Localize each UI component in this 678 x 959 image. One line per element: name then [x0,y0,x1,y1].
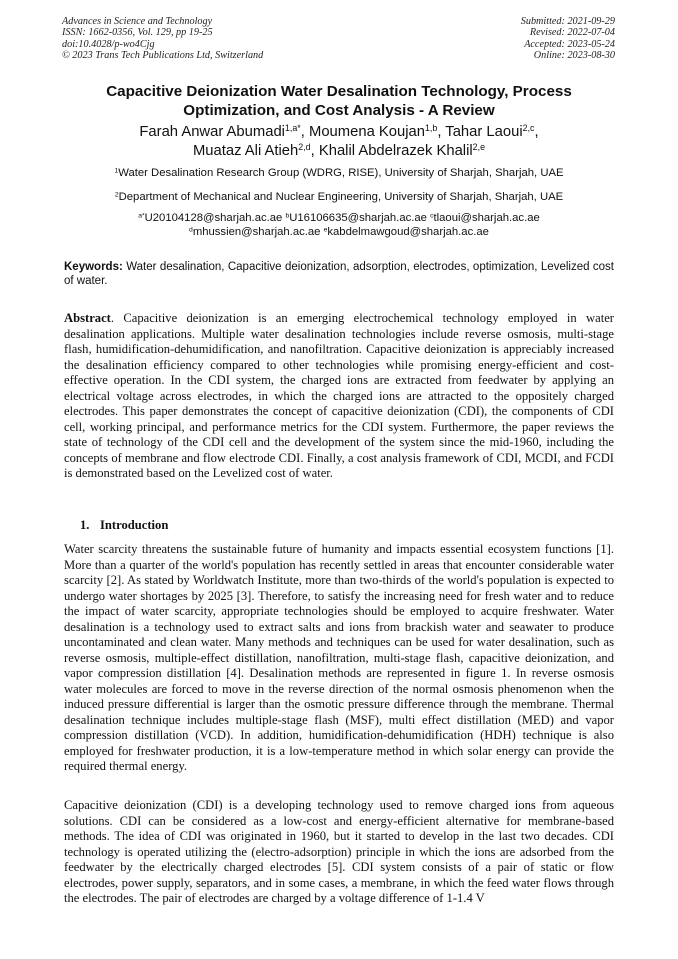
keywords-text: Water desalination, Capacitive deionization, adsorption, electrodes, optimization, Levelized cost of water. [64,261,614,287]
author: Moumena Koujan$^{1,b}$, [309,123,446,140]
author-emails [62,211,616,239]
date-online: Online: 2023-08-30 [533,49,615,61]
journal-name: Advances in Science and Technology [62,16,213,27]
abstract-label: Abstract [64,311,111,325]
affiliation-2: $^2$Department of Mechanical and Nuclear Engineering, University of Sharjah, Sharjah, UAE [114,191,564,203]
email-link[interactable]: $^e$kabdelmawgoud@sharjah.ac.ae [323,226,489,238]
paper-title: Capacitive Deionization Water Desalination Technology, Process Optimization, and Cost Analysis - A Review [106,83,572,119]
keywords [64,260,614,288]
publication-dates [521,16,615,61]
author-list [62,123,616,161]
author: Farah Anwar Abumadi$^{1,a*}$, [139,123,309,140]
date-submitted: Submitted: 2021-09-29 [520,16,615,27]
abstract-text: . Capacitive deionization is an emerging electrochemical technology employed in water desalination applications. Multiple water desalination technologies include reverse osmosis, multi-stage flash, humidification-dehumidification, and nanofiltration. Capacitive deionization is appreciably increased the desalination efficiency compared to other technologies while promising energy-efficient and cost-effective operation. In the CDI system, the charged ions are extracted from feedwater by applying an electrical voltage across electrodes, in which the charged ions are attracted to the oppositely charged electrodes. This paper demonstrates the concept of capacitive deionization (CDI), the components of CDI cell, working principal, and performance metrics for the CDI system. Furthermore, the paper reviews the state of technology of the CDI cell and the development of the system since the mid-1960, including the concepts of membrane and flow electrode CDI. Finally, a cost analysis framework of CDI, MCDI, and FCDI is demonstrated based on the Levelized cost of water. [64,311,614,480]
journal-doi: doi:10.4028/p-wo4Cjg [62,38,155,50]
journal-issn: ISSN: 1662-0356, Vol. 129, pp 19-25 [62,27,213,39]
author: Muataz Ali Atieh$^{2,d}$, [192,142,319,159]
date-accepted: Accepted: 2023-05-24 [524,38,615,50]
affiliation-1: $^1$Water Desalination Research Group (WDRG, RISE), University of Sharjah, Sharjah, UAE [114,167,564,179]
body-paragraph: Capacitive deionization (CDI) is a developing technology used to remove charged ions from aqueous solutions. CDI can be considered as a low-cost and energy-efficient alternative for membrane-based methods. The idea of CDI was originated in 1960, but it started to develop in the last two decades. CDI technology is operated utilizing the (electro-adsorption) principle in which the ions are adsorbed from the feedwater by the electrically charged electrodes [5]. CDI system consists of a pair of static or flow electrodes, power supply, separators, and in some cases, a membrane, in which the feed water flows through the electrodes. The pair of electrodes are charged by a voltage difference of 1-1.4 V [64,798,614,905]
email-link[interactable]: $^d$mhussien@sharjah.ac.ae [189,226,321,238]
date-revised: Revised: 2022-07-04 [529,27,615,39]
section-number: 1. [80,518,90,532]
email-link[interactable]: $^{a*}$U20104128@sharjah.ac.ae [138,212,283,224]
section-heading-introduction [80,518,168,533]
body-paragraph: Water scarcity threatens the sustainable future of humanity and impacts essential ecosystem functions [1]. More than a quarter of the world's population has recently settled in areas that encounter considerable water scarcity [2]. As stated by Worldwatch Institute, more than two-thirds of the world's population is expected to undergo water shortages by 2025 [3]. Therefore, to satisfy the increasing need for fresh water and to reduce the impact of water scarcity, appropriate technologies should be employed to acquire freshwater. Water desalination is a technology used to extract salts and ions from brackish water and seawater to produce uncontaminated and clean water. Many methods and techniques can be used for water desalination, such as reverse osmosis, multiple-effect distillation, nanofiltration, multi-stage flash, capacitive deionization, and vapor compression distillation [4]. Desalination methods are represented in figure 1. In reverse osmosis water molecules are forced to move in the reverse direction of the normal osmosis phenomenon when the induced pressure differential is larger than the osmotic pressure difference through the membrane. Thermal desalination technique includes multiple-stage flash (MSF), multi effect distillation (MED) and vapor compression distillation (VCD). In addition, humidification-dehumidification (HDH) technique is also employed for freshwater production, it is a low-temperature method in which solar energy can provide the required thermal energy. [64,542,614,773]
abstract [64,311,614,482]
journal-copyright: © 2023 Trans Tech Publications Ltd, Switzerland [62,49,264,61]
email-link[interactable]: $^b$U16106635@sharjah.ac.ae [285,212,427,224]
email-link[interactable]: $^c$tlaoui@sharjah.ac.ae [430,212,540,224]
author: Khalil Abdelrazek Khalil$^{2,e}$ [318,142,486,159]
author: Tahar Laoui$^{2,c}$, [445,123,539,140]
keywords-label: Keywords: [64,261,123,273]
section-title: Introduction [100,518,169,532]
journal-info [62,16,263,61]
